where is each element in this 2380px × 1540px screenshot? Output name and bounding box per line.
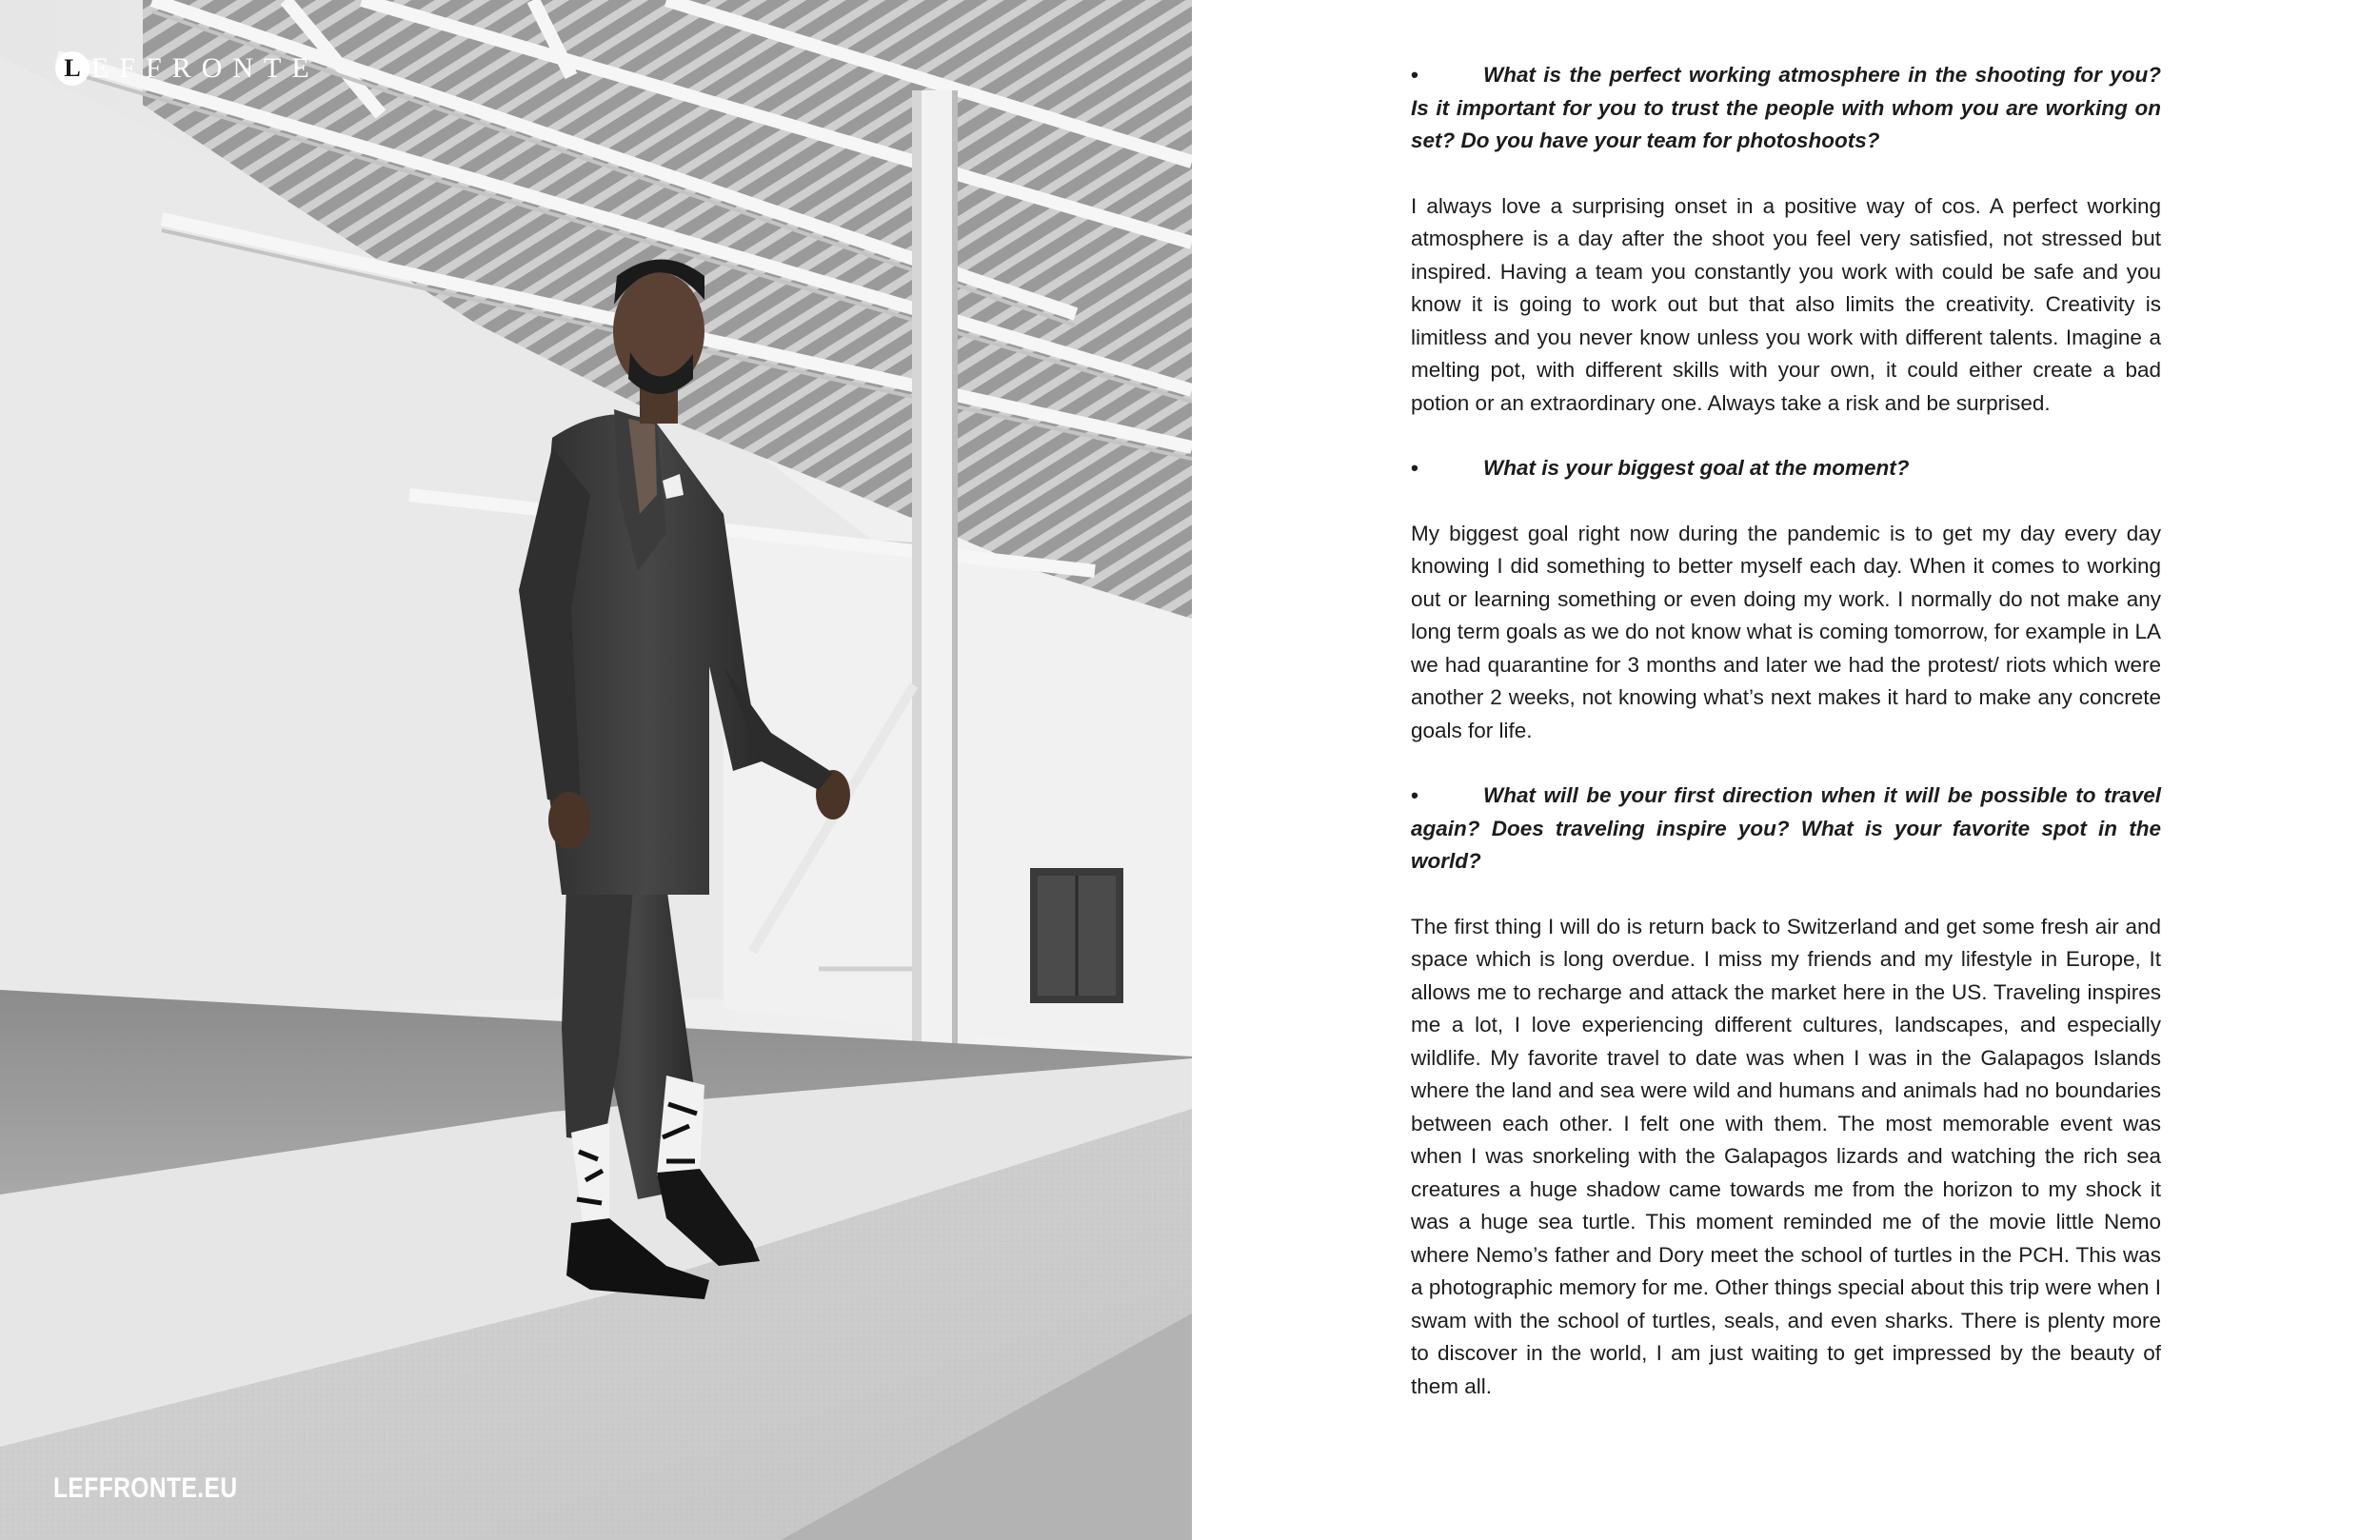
interview-question: [1411, 59, 2161, 158]
question-text: What will be your first direction when it will be possible to travel again? Does traveling inspire you? What is your favorite spot in the world?: [1411, 783, 2161, 873]
interview-question: [1411, 452, 2161, 485]
bullet-point: •: [1411, 783, 1418, 807]
logo-mark: L: [55, 51, 89, 86]
site-url[interactable]: LEFFRONTE.EU: [53, 1472, 238, 1504]
question-text: What is your biggest goal at the moment?: [1483, 456, 1910, 480]
interview-answer: My biggest goal right now during the pandemic is to get my day every day knowing I did something to better myself each day. When it comes to working out or learning something or even doing my work. I normally do not make any long term goals as we do not know what is coming tomorrow, for example in LA we had quarantine for 3 months and later we had the protest/ riots which were another 2 weeks, not knowing what’s next makes it hard to make any concrete goals for life.: [1411, 521, 2161, 742]
text-page: [1192, 0, 2380, 1540]
bullet-point: •: [1411, 63, 1418, 87]
question-text: What is the perfect working atmosphere in the shooting for you? Is it important for you to trust the people with whom you are working on set? Do you have your team for photoshoots?: [1411, 63, 2161, 152]
bullet-point: •: [1411, 456, 1418, 480]
interview-answer: I always love a surprising onset in a positive way of cos. A perfect working atmosphere is a day after the shoot you feel very satisfied, not stressed but inspired. Having a team you constantly you work with could be safe and you know it is going to work out but that also limits the creativity. Creativity is limitless and you never know unless you work with different talents. Imagine a melting pot, with different skills with your own, it could either create a bad potion or an extraordinary one. Always take a risk and be surprised.: [1411, 193, 2161, 415]
brand-logo[interactable]: [55, 49, 320, 88]
interview-question: [1411, 780, 2161, 879]
interview-answer: The first thing I will do is return back to Switzerland and get some fresh air and space which is long overdue. I miss my friends and my lifestyle in Europe, It allows me to recharge and attack the market here in the US. Traveling inspires me a lot, I love experiencing different cultures, landscapes, and especially wildlife. My favorite travel to date was when I was in the Galapagos Islands where the land and sea were wild and humans and animals had no boundaries between each other. I felt one with them. The most memorable event was when I was snorkeling with the Galapagos lizards and watching the rich sea creatures a huge shadow came towards me from the horizon to my shock it was a huge sea turtle. This moment reminded me of the movie little Nemo where Nemo’s father and Dory meet the school of turtles in the PCH. This was a photographic memory for me. Other things special about this trip were when I swam with the school of turtles, seals, and even sharks. There is plenty more to discover in the world, I am just waiting to get impressed by the beauty of them all.: [1411, 914, 2161, 1398]
logo-wordmark: EFFRONTE: [91, 52, 320, 84]
interview-article: [1411, 59, 2161, 1435]
